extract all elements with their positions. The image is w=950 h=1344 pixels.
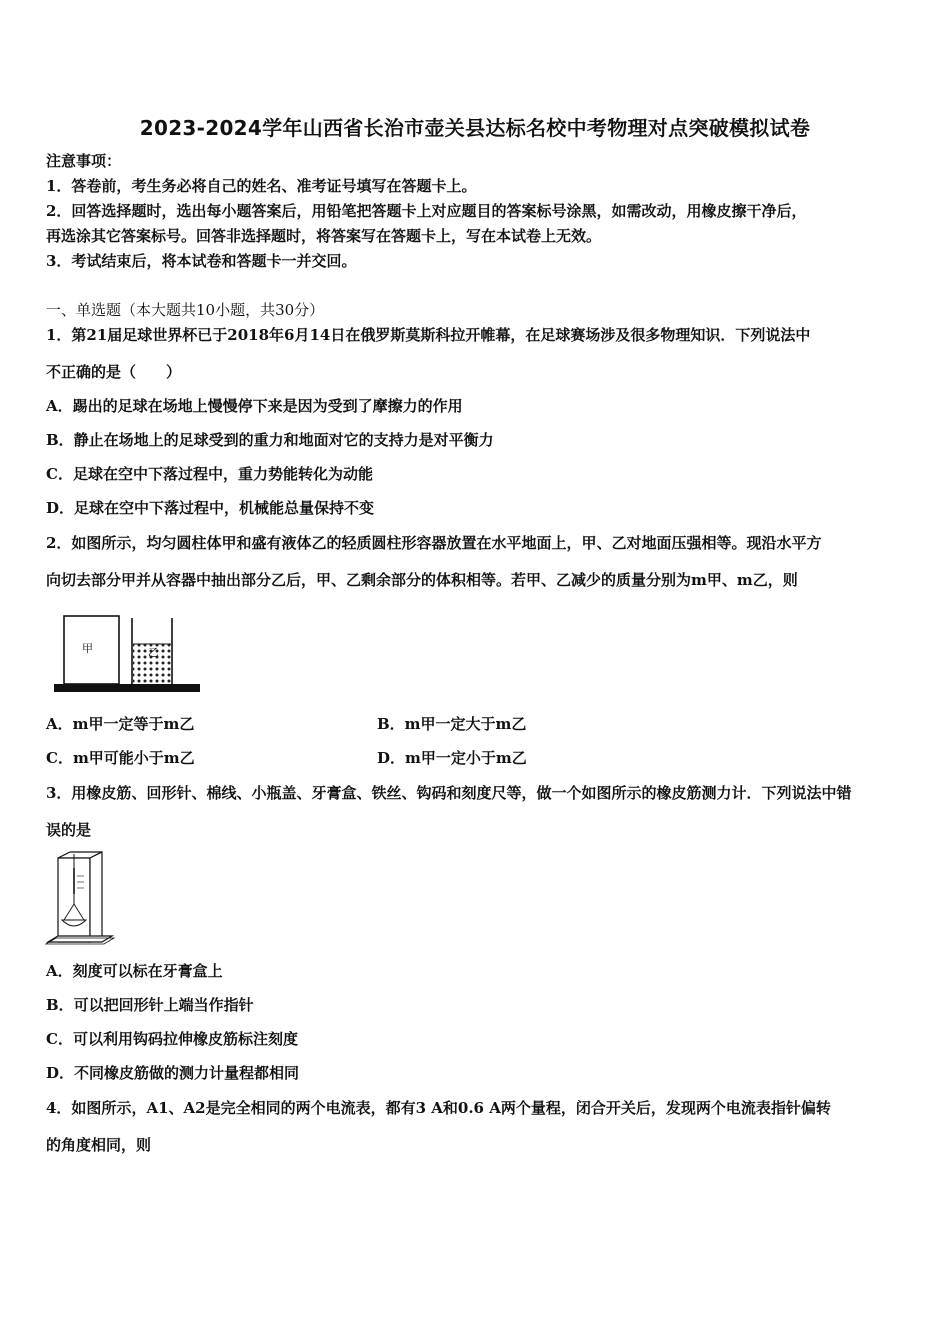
q3-figure bbox=[44, 848, 118, 952]
q1-option-a: A．踢出的足球在场地上慢慢停下来是因为受到了摩擦力的作用 bbox=[46, 397, 463, 415]
page-title: 2023-2024学年山西省长治市壶关县达标名校中考物理对点突破模拟试卷 bbox=[139, 116, 811, 140]
section-heading: 一、单选题（本大题共10小题，共30分） bbox=[46, 301, 325, 319]
q3-option-c: C．可以利用钩码拉伸橡皮筋标注刻度 bbox=[46, 1030, 298, 1048]
q1-option-c: C．足球在空中下落过程中，重力势能转化为动能 bbox=[46, 465, 373, 483]
q2-option-d: D．m甲一定小于m乙 bbox=[377, 749, 527, 767]
notice-item: 2．回答选择题时，选出每小题答案后，用铅笔把答题卡上对应题目的答案标号涂黑，如需改动，用橡皮擦干净后， bbox=[46, 202, 807, 220]
q2-option-b: B．m甲一定大于m乙 bbox=[377, 715, 527, 733]
q2-option-a: A．m甲一定等于m乙 bbox=[46, 715, 195, 733]
q3-option-b: B．可以把回形针上端当作指针 bbox=[46, 996, 254, 1014]
q2-stem: 向切去部分甲并从容器中抽出部分乙后，甲、乙剩余部分的体积相等。若甲、乙减少的质量分别为m甲、m乙，则 bbox=[46, 571, 798, 589]
q3-stem: 3．用橡皮筋、回形针、棉线、小瓶盖、牙膏盒、铁丝、钩码和刻度尺等，做一个如图所示的橡皮筋测力计．下列说法中错 bbox=[46, 784, 852, 802]
q1-option-d: D．足球在空中下落过程中，机械能总量保持不变 bbox=[46, 499, 375, 517]
q1-stem: 不正确的是（ ） bbox=[46, 363, 182, 381]
notice-item: 1．答卷前，考生务必将自己的姓名、准考证号填写在答题卡上。 bbox=[46, 177, 477, 195]
q1-option-b: B．静止在场地上的足球受到的重力和地面对它的支持力是对平衡力 bbox=[46, 431, 494, 449]
q2-figure bbox=[52, 612, 202, 696]
notice-item: 3．考试结束后，将本试卷和答题卡一并交回。 bbox=[46, 252, 357, 270]
q2-stem: 2．如图所示，均匀圆柱体甲和盛有液体乙的轻质圆柱形容器放置在水平地面上，甲、乙对地面压强相等。现沿水平方 bbox=[46, 534, 822, 552]
q1-stem: 1．第21届足球世界杯已于2018年6月14日在俄罗斯莫斯科拉开帷幕，在足球赛场涉及很多物理知识．下列说法中 bbox=[46, 326, 811, 344]
notice-heading: 注意事项： bbox=[46, 152, 122, 170]
q2-option-c: C．m甲可能小于m乙 bbox=[46, 749, 195, 767]
label-yi: 乙 bbox=[148, 646, 159, 659]
label-jia: 甲 bbox=[82, 642, 93, 655]
q4-stem: 的角度相同，则 bbox=[46, 1136, 152, 1154]
q4-stem: 4．如图所示，A1、A2是完全相同的两个电流表，都有3 A和0.6 A两个量程，闭合开关后，发现两个电流表指针偏转 bbox=[46, 1099, 831, 1117]
q3-option-a: A．刻度可以标在牙膏盒上 bbox=[46, 962, 223, 980]
notice-item: 再选涂其它答案标号。回答非选择题时，将答案写在答题卡上，写在本试卷上无效。 bbox=[46, 227, 602, 245]
q3-stem: 误的是 bbox=[46, 821, 92, 839]
q3-option-d: D．不同橡皮筋做的测力计量程都相同 bbox=[46, 1064, 300, 1082]
